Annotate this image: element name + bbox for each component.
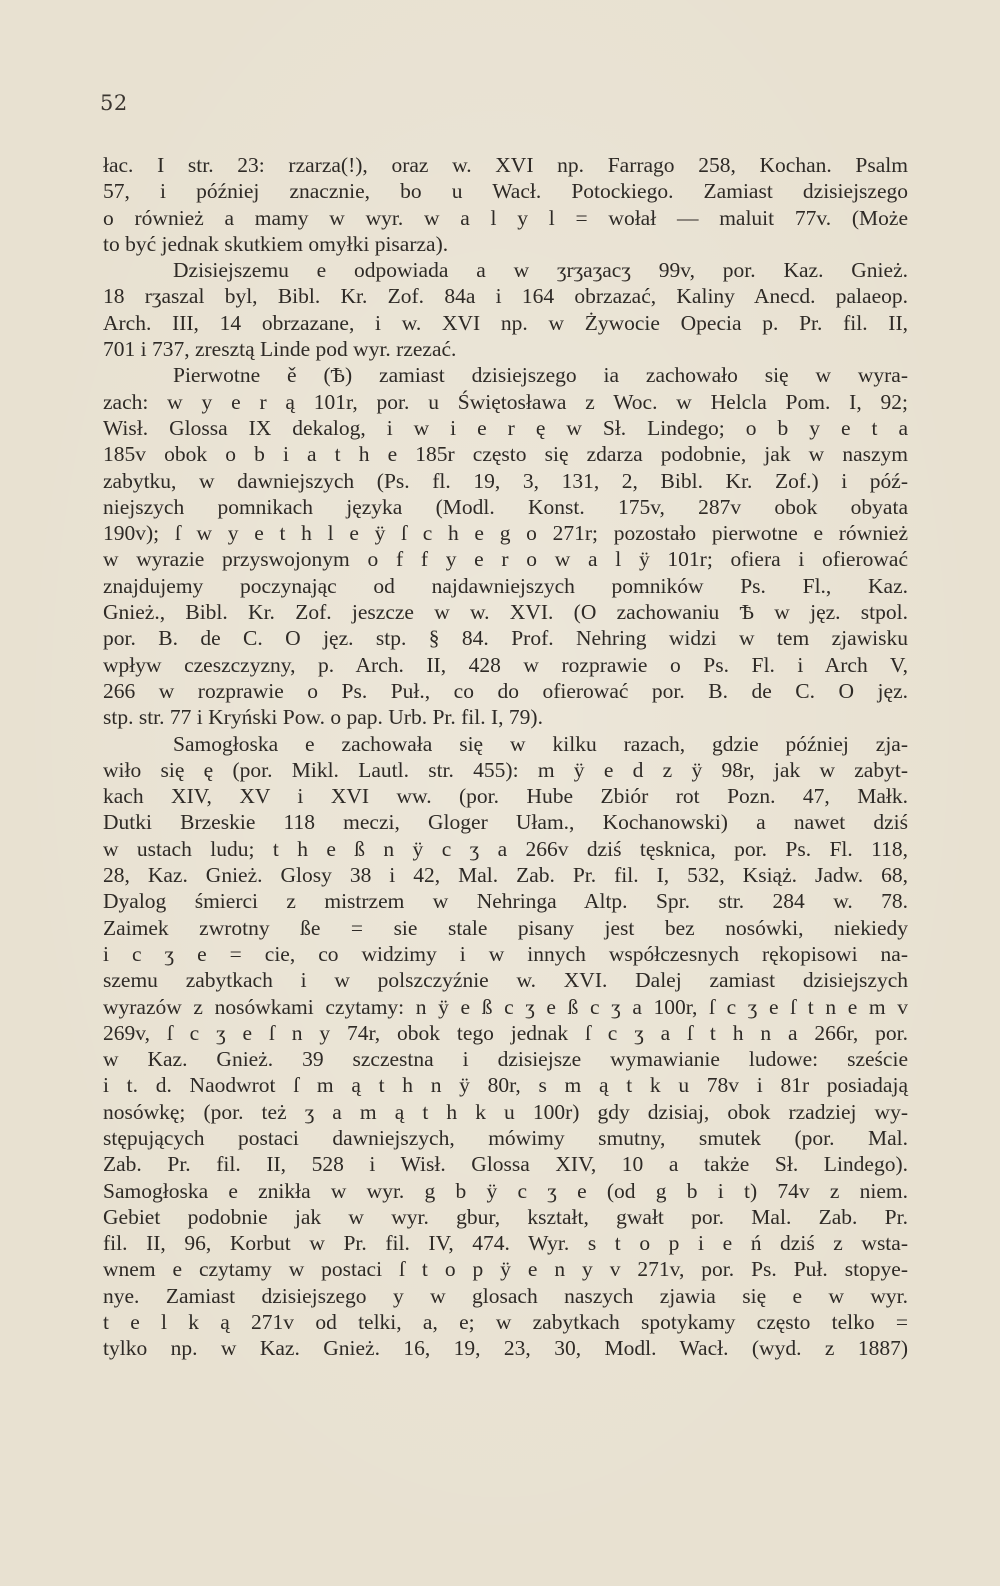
page-number: 52 [100, 91, 128, 115]
text-line: t e l k ą 271v od telki, a, e; w zabytkach spotykamy często telko = [103, 1310, 908, 1335]
text-line: 190v); ſ w y e t h l e ÿ ſ c h e g o 271r; pozostało pierwotne e również [103, 521, 908, 546]
text-line: 701 i 737, zresztą Linde pod wyr. rzezać. [103, 337, 457, 362]
text-line: fil. II, 96, Korbut w Pr. fil. IV, 474. Wyr. s t o p i e ń dziś z wsta- [103, 1231, 908, 1256]
text-line: Zab. Pr. fil. II, 528 i Wisł. Glossa XIV, 10 a także Sł. Lindego). [103, 1152, 908, 1177]
text-line: 269v, ſ c ʒ e ſ n y 74r, obok tego jednak ſ c ʒ a ſ t h n a 266r, por. [103, 1020, 908, 1045]
text-line: wnem e czytamy w postaci ſ t o p ÿ e n y v 271v, por. Ps. Puł. stopye- [103, 1257, 908, 1282]
text-line: w Kaz. Gnież. 39 szczestna i dzisiejsze wymawianie ludowe: szeście [103, 1047, 908, 1072]
text-line: Dutki Brzeskie 118 meczi, Gloger Ułam., Kochanowski) a nawet dziś [103, 810, 908, 835]
text-line: Samogłoska e zachowała się w kilku razach, gdzie później zja- [173, 731, 908, 756]
body-text [103, 152, 908, 1362]
text-line: Dzisiejszemu e odpowiada a w ʒrʒaʒacʒ 99v, por. Kaz. Gnież. [173, 258, 908, 283]
text-line: nosówkę; (por. też ʒ a m ą t h k u 100r) gdy dzisiaj, obok rzadziej wy- [103, 1099, 908, 1124]
text-line: znajdujemy poczynając od najdawniejszych pomników Ps. Fl., Kaz. [103, 573, 908, 598]
text-line: stępujących postaci dawniejszych, mówimy smutny, smutek (por. Mal. [103, 1125, 908, 1150]
text-line: łac. I str. 23: rzarza(!), oraz w. XVI np. Farrago 258, Kochan. Psalm [103, 153, 908, 177]
text-line: 266 w rozprawie o Ps. Puł., co do ofierować por. B. de C. O jęz. [103, 678, 908, 703]
text-line: Gebiet podobnie jak w wyr. gbur, kształt, gwałt por. Mal. Zab. Pr. [103, 1204, 908, 1229]
text-line: 185v obok o b i a t h e 185r często się zdarza podobnie, jak w naszym [103, 442, 908, 467]
text-line: w wyrazie przyswojonym o f f y e r o w a l ÿ 101r; ofiera i ofierować [103, 547, 908, 572]
text-line: Gnież., Bibl. Kr. Zof. jeszcze w w. XVI. (O zachowaniu Ѣ w jęz. stpol. [103, 600, 908, 625]
text-line: o również a mamy w wyr. w a l y l = wołał — maluit 77v. (Może [103, 205, 908, 230]
text-line: 18 rʒaszal byl, Bibl. Kr. Zof. 84a i 164 obrzazać, Kaliny Anecd. palaeop. [103, 284, 908, 309]
text-line: wyrazów z nosówkami czytamy: n ÿ e ß c ʒ e ß c ʒ a 100r, ſ c ʒ e ſ t n e m v [103, 994, 908, 1019]
text-line: wpływ czeszczyzny, p. Arch. II, 428 w rozprawie o Ps. Fl. i Arch V, [103, 652, 908, 677]
text-line: nye. Zamiast dzisiejszego y w glosach naszych zjawia się e w wyr. [103, 1283, 908, 1308]
text-line: to być jednak skutkiem omyłki pisarza). [103, 231, 449, 256]
text-line: i t. d. Naodwrot ſ m ą t h n ÿ 80r, s m ą t k u 78v i 81r posiadają [103, 1073, 908, 1098]
text-line: Wisł. Glossa IX dekalog, i w i e r ę w Sł. Lindego; o b y e t a [103, 415, 908, 440]
text-line: niejszych pomnikach języka (Modl. Konst. 175v, 287v obok obyata [103, 494, 908, 519]
text-line: stp. str. 77 i Kryński Pow. o pap. Urb. Pr. fil. I, 79). [103, 705, 543, 730]
text-line: wiło się ę (por. Mikl. Lautl. str. 455): m ÿ e d z ÿ 98r, jak w zabyt- [103, 757, 908, 782]
text-line: tylko np. w Kaz. Gnież. 16, 19, 23, 30, Modl. Wacł. (wyd. z 1887) [103, 1336, 908, 1361]
text-line: Arch. III, 14 obrzazane, i w. XVI np. w Żywocie Opecia p. Pr. fil. II, [103, 310, 908, 335]
text-line: Samogłoska e znikła w wyr. g b ÿ c ʒ e (od g b i t) 74v z niem. [103, 1178, 908, 1203]
text-line: zach: w y e r ą 101r, por. u Świętosława z Woc. w Helcla Pom. I, 92; [103, 389, 908, 414]
text-line: 28, Kaz. Gnież. Glosy 38 i 42, Mal. Zab. Pr. fil. I, 532, Książ. Jadw. 68, [103, 863, 908, 888]
text-line: Pierwotne ě (Ѣ) zamiast dzisiejszego ia zachowało się w wyra- [173, 363, 908, 388]
text-line: zabytku, w dawniejszych (Ps. fl. 19, 3, 131, 2, Bibl. Kr. Zof.) i póź- [103, 468, 908, 493]
text-line: szemu zabytkach i w polszczyźnie w. XVI. Dalej zamiast dzisiejszych [103, 968, 908, 993]
text-line: Dyalog śmierci z mistrzem w Nehringa Altp. Spr. str. 284 w. 78. [103, 889, 908, 914]
text-line: por. B. de C. O jęz. stp. § 84. Prof. Nehring widzi w tem zjawisku [103, 626, 908, 651]
text-line: 57, i później znacznie, bo u Wacł. Potockiego. Zamiast dzisiejszego [103, 179, 908, 204]
text-line: kach XIV, XV i XVI ww. (por. Hube Zbiór rot Pozn. 47, Małk. [103, 784, 908, 809]
text-line: w ustach ludu; t h e ß n ÿ c ʒ a 266v dziś tęsknica, por. Ps. Fl. 118, [103, 836, 908, 861]
text-line: Zaimek zwrotny ße = sie stale pisany jest bez nosówki, niekiedy [103, 915, 908, 940]
text-line: i c ʒ e = cie, co widzimy i w innych współczesnych rękopisowi na- [103, 941, 908, 966]
